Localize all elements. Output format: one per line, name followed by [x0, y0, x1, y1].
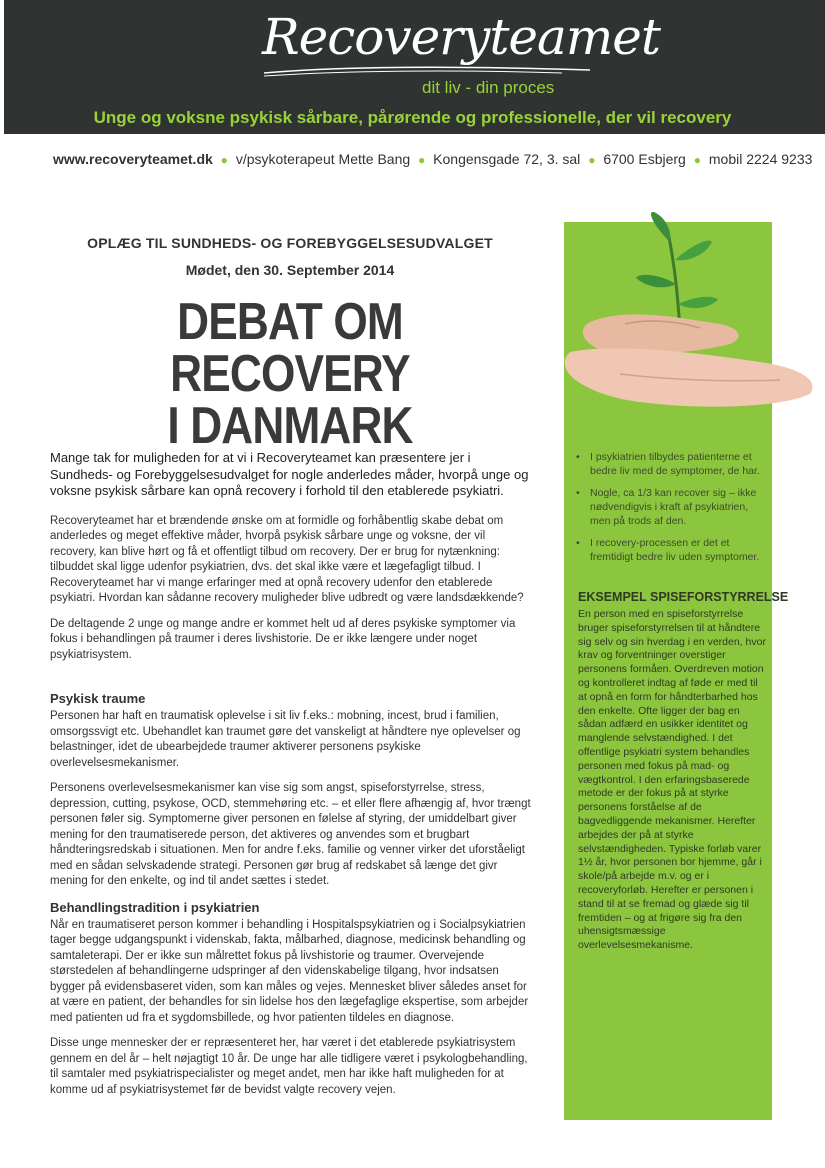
- contact-city: 6700 Esbjerg: [603, 151, 686, 167]
- logo: [262, 8, 660, 78]
- paragraph: Recoveryteamet har et brændende ønske om at formidle og forhåbentlig skabe debat om anderledes og meget effektive måder, hvorpå psykisk sårbare unge og voksne, der vil recovery, kan blive hørt og få et offentligt tilbud om recovery. Der er brug for nytænkning: tilbuddet skal ligge udenfor psykiatrien, dvs. det skal ikke være et lægefagligt tilbud. I Recoveryteamet har vi mange erfaringer med at opnå recovery udenfor den etablerede psykiatri. Hvordan kan sådanne recovery muligheder blive udbredt og være landsdækkende?: [50, 514, 524, 604]
- contact-phone: mobil 2224 9233: [708, 151, 813, 167]
- logo-tagline: dit liv - din proces: [422, 78, 555, 97]
- title-line-1: DEBAT OM RECOVERY: [170, 293, 410, 403]
- list-item: • I recovery-processen er det et fremtidigt bedre liv uden symptomer.: [574, 536, 766, 564]
- bullet-dot-icon: ●: [588, 153, 596, 167]
- header-subtitle: Unge og voksne psykisk sårbare, pårørende og professionelle, der vil recovery: [93, 108, 732, 127]
- intro-paragraph: Mange tak for muligheden for at vi i Recoveryteamet kan præsentere jer i Sundheds- og Forebyggelsesudvalget for nogle anderledes måder, hvorpå unge og voksne psykisk sårbare kan opnå recovery i forhold til den etablerede psykiatri.: [50, 450, 529, 498]
- paragraph: Disse unge mennesker der er repræsenteret her, har været i det etablerede psykiatrisystem gennem en del år – helt nøjagtigt 10 år. De unge har alle tidligere været i psykologbehandling, til samtaler med psykiatrispecialister og meget andet, men har ikke haft muligheden for at komme ud af psykiatrisystemet før de bevidst valgte recovery vejen.: [50, 1037, 528, 1096]
- meeting-date: Mødet, den 30. September 2014: [185, 262, 395, 278]
- paragraph: Når en traumatiseret person kommer i behandling i Hospitalspsykiatrien og i Socialpsykiatrien tager begge udgangspunkt i videnskab, fakta, målbarhed, diagnose, medicinsk behandling og samtaleterapi. Der er ikke sun målrettet fokus på livshistorie og traumer. Overvejende størstedelen af behandlingerne udspringer af den videnskabelige tilgang, hvor indsatsen bygger på evidensbaseret viden, som kan måles og vejes. Mennesket bliver således anset for at være en patient, der behandles for sin lidelse hos den lægefaglige ekspertise, som arbejder med patienten ud fra et sygdomsbillede, og hvor patienten tildeles en diagnose.: [50, 918, 529, 1024]
- contact-line: [53, 151, 812, 167]
- website-link[interactable]: www.recoveryteamet.dk: [53, 151, 213, 167]
- title-line-2: I DANMARK: [167, 397, 413, 455]
- paragraph: Personen har haft en traumatisk oplevelse i sit liv f.eks.: mobning, incest, brud i familien, omsorgssvigt etc. Ubehandlet kan traumet gøre det vanskeligt at håndtere nye oplevelser og belastninger, idet de ubearbejdede traumer aktiverer personens psykiske overlevelsesmekanismer.: [50, 710, 521, 769]
- hands-holding-plant-icon: [530, 212, 820, 422]
- section-heading: Behandlingstradition i psykiatrien: [50, 899, 260, 915]
- list-item: • I psykiatrien tilbydes patienterne et bedre liv med de symptomer, de har.: [574, 450, 766, 478]
- contact-person: v/psykoterapeut Mette Bang: [235, 151, 411, 167]
- paragraph: Personens overlevelsesmekanismer kan vise sig som angst, spiseforstyrrelse, stress, depression, cutting, psykose, OCD, stemmehøring etc. – et eller flere afhængig af, hvor trængt personen føler sig. Symptomerne giver personen en følelse af styring, der umiddelbart giver mening for den traumatiserede person, det aktiveres og anvendes som et brugbart håndteringsredskab i situationen. Men for andre f.eks. familie og venner virker det uforståeligt med en sådan selvskadende strategi. Personen gør brug af redskabet så længe det givr mening for den enkelte, og ind til andet sættes i stedet.: [50, 782, 531, 887]
- logo-swoosh-icon: [262, 64, 592, 78]
- pretitle: OPLÆG TIL SUNDHEDS- OG FOREBYGGELSESUDVALGET: [87, 235, 493, 251]
- list-item: • Nogle, ca 1/3 kan recover sig – ikke nødvendigvis i kraft af psykiatrien, men på trods af den.: [574, 486, 766, 528]
- bullet-dot-icon: ●: [220, 153, 228, 167]
- sidebar-text: En person med en spiseforstyrrelse bruger spiseforstyrrelsen til at håndtere sig selv og sin hverdag i en verden, hvor krav og forventninger overstiger personens formåen. Overdreven motion og kontrolleret indtag af føde er med til at opnå en form for håndterbarhed hos den enkelte. Ofte ligger der bag en sådan adfærd en usikker identitet og manglende selvstændighed. I det offentlige psykiatri system behandles personen med fokus på mad- og vægtkontrol. I den erfaringsbaserede metode er der fokus på at styrke personens forståelse af de bagvedliggende mekanismer. Herefter arbejdes der på at styrke selvstændigheden. Typiske forløb varer 1½ år, hvor personen bor hjemme, går i skole/på arbejde m.v. og er i recoveryforløb. Herefter er personen i stand til at se fremad og glæde sig til fremtiden – og at frigøre sig fra den uhensigtsmæssige overlevelsesmekanisme.: [578, 608, 766, 952]
- bullet-dot-icon: ●: [418, 153, 426, 167]
- logo-text: Recoveryteamet: [262, 8, 660, 66]
- contact-street: Kongensgade 72, 3. sal: [433, 151, 581, 167]
- bullet-dot-icon: ●: [693, 153, 701, 167]
- paragraph: De deltagende 2 unge og mange andre er kommet helt ud af deres psykiske symptomer via fokus i behandlingen på traumer i deres livshistorie. De er ikke længere under noget psykiatrisystem.: [50, 617, 516, 661]
- page-title: [78, 293, 503, 455]
- sidebar-heading: EKSEMPEL SPISEFORSTYRRELSE: [578, 590, 789, 604]
- section-heading: Psykisk traume: [50, 691, 146, 706]
- article-body: [50, 450, 532, 1108]
- sidebar-bullet-list: [574, 450, 766, 572]
